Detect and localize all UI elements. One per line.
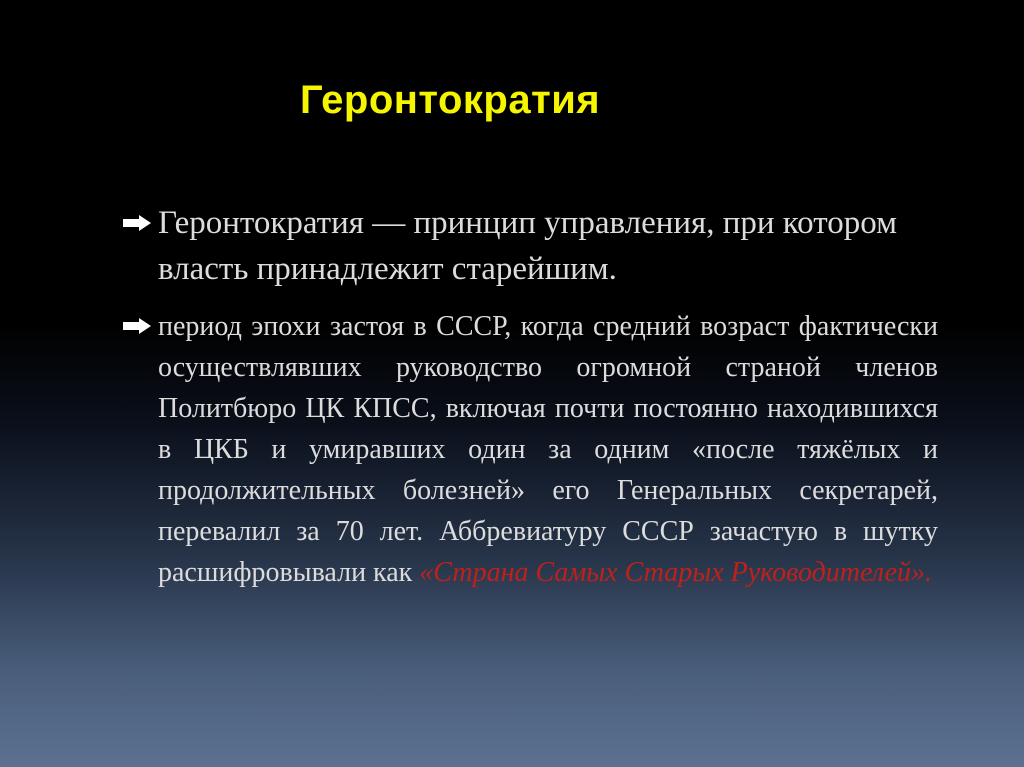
arrow-right-icon — [122, 318, 152, 334]
bullet-definition-text: Геронтократия — принцип управления, при котором власть принадлежит старейшим. — [158, 205, 897, 287]
highlight-quote: «Страна Самых Старых Руководителей». — [419, 557, 933, 588]
bullet-definition — [122, 200, 938, 292]
slide-title: Геронтократия — [300, 78, 601, 122]
bullet-list — [122, 200, 938, 593]
arrow-right-icon — [122, 215, 152, 231]
bullet-stagnation-period — [122, 306, 938, 593]
bullet-stagnation-text: период эпохи застоя в СССР, когда средний возраст фактически осуществлявших руководство огромной страной членов Политбюро ЦК КПСС, включая почти постоянно находившихся в ЦКБ и умиравших один за одним «после тяжёлых и продолжительных болезней» его Генеральных секретарей, перевалил за 70 лет. Аббревиатуру СССР зачастую в шутку расшифровывали как — [158, 311, 938, 588]
